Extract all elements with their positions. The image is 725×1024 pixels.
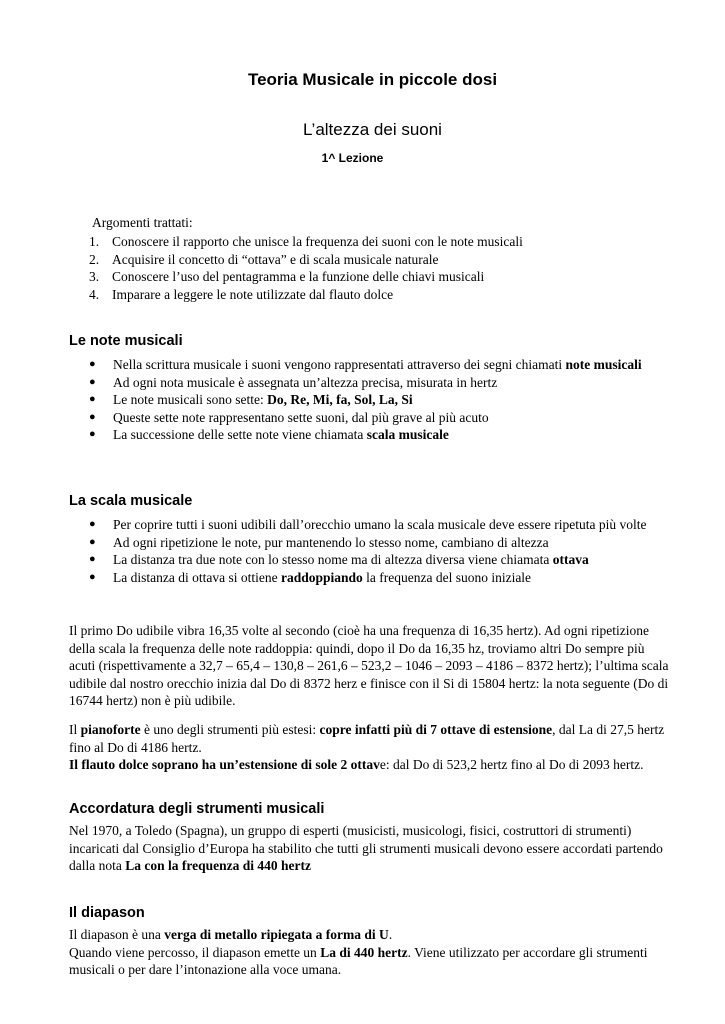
- list-item: ● La distanza tra due note con lo stesso nome ma di altezza diversa viene chiamata ottava: [89, 552, 589, 567]
- bullet-icon: ●: [89, 358, 96, 370]
- list-item: ● Le note musicali sono sette: Do, Re, Mi, fa, Sol, La, Si: [89, 392, 413, 407]
- topics-intro: Argomenti trattati:: [92, 215, 193, 230]
- section-heading-scale: La scala musicale: [69, 493, 193, 509]
- section-heading-notes: Le note musicali: [69, 333, 183, 349]
- topics-list: [89, 233, 689, 303]
- bullet-icon: ●: [89, 393, 96, 405]
- bullet-icon: ●: [89, 518, 96, 530]
- list-item: ● La distanza di ottava si ottiene raddoppiando la frequenza del suono iniziale: [89, 569, 532, 585]
- list-item: ● La successione delle sette note viene chiamata scala musicale: [89, 427, 449, 442]
- list-item: ● Ad ogni nota musicale è assegnata un’altezza precisa, misurata in hertz: [89, 374, 498, 390]
- bullet-icon: ●: [89, 553, 96, 565]
- scale-bullet-list: [89, 516, 659, 586]
- frequency-paragraph: Il primo Do udibile vibra 16,35 volte al secondo (cioè ha una frequenza di 16,35 hertz). Ad ogni ripetizione della scala la frequenza delle note raddoppia: quindi, dopo il Do da 16,35 hz, troviamo altri Do sempre più acuti (rispettivamente a 32,7 – 65,4 – 130,8 – 261,6 – 523,2 – 1046 – 2093 – 4186 – 8372 hertz); l’ultima scala udibile dal nostro orecchio inizia dal Do di 8372 herz e finisce con il Si di 15804 hertz: la nota seguente (Do di 16744 hertz) non è più udibile.: [69, 623, 669, 708]
- tuning-paragraph: Nel 1970, a Toledo (Spagna), un gruppo di esperti (musicisti, musicologi, fisici, costruttori di strumenti) incaricati dal Consiglio d’Europa ha stabilito che tutti gli strumenti musicali devono essere accordati partendo dalla nota La con la frequenza di 440 hertz: [69, 823, 663, 873]
- diapason-paragraph: Il diapason è una verga di metallo ripiegata a forma di U. Quando viene percosso, il diapason emette un La di 440 hertz. Viene utilizzato per accordare gli strumenti musicali o per dare l’intonazione alla voce umana.: [69, 927, 648, 977]
- bullet-icon: ●: [89, 570, 96, 583]
- list-item: ● Ad ogni ripetizione le note, pur mantenendo lo stesso nome, cambiano di altezza: [89, 534, 549, 550]
- document-subtitle: L’altezza dei suoni: [303, 120, 442, 139]
- list-item: ● Queste sette note rappresentano sette suoni, dal più grave al più acuto: [89, 409, 489, 425]
- list-item: 3. Conoscere l’uso del pentagramma e la funzione delle chiavi musicali: [89, 269, 485, 284]
- section-heading-diapason: Il diapason: [69, 905, 145, 921]
- bullet-icon: ●: [89, 535, 96, 548]
- document-title: Teoria Musicale in piccole dosi: [247, 70, 498, 89]
- list-item: 2. Acquisire il concetto di “ottava” e di scala musicale naturale: [89, 251, 439, 267]
- list-item: 4. Imparare a leggere le note utilizzate dal flauto dolce: [89, 286, 394, 302]
- section-heading-tuning: Accordatura degli strumenti musicali: [69, 801, 325, 817]
- list-item: ● Per coprire tutti i suoni udibili dall’orecchio umano la scala musicale deve essere ripetuta più volte: [89, 517, 647, 532]
- lesson-label: 1^ Lezione: [321, 151, 384, 165]
- bullet-icon: ●: [89, 410, 96, 423]
- bullet-icon: ●: [89, 375, 96, 388]
- list-item: ● Nella scrittura musicale i suoni vengono rappresentati attraverso dei segni chiamati note musicali: [89, 357, 642, 372]
- bullet-icon: ●: [89, 428, 96, 440]
- notes-bullet-list: [89, 356, 659, 444]
- list-item: 1. Conoscere il rapporto che unisce la frequenza dei suoni con le note musicali: [89, 234, 523, 249]
- instruments-paragraph: Il pianoforte è uno degli strumenti più estesi: copre infatti più di 7 ottave di estensione, dal La di 27,5 hertz fino al Do di 4186 hertz. Il flauto dolce soprano ha un’estensione di sole 2 ottave: dal Do di 523,2 hertz fino al Do di 2093 hertz.: [69, 722, 665, 772]
